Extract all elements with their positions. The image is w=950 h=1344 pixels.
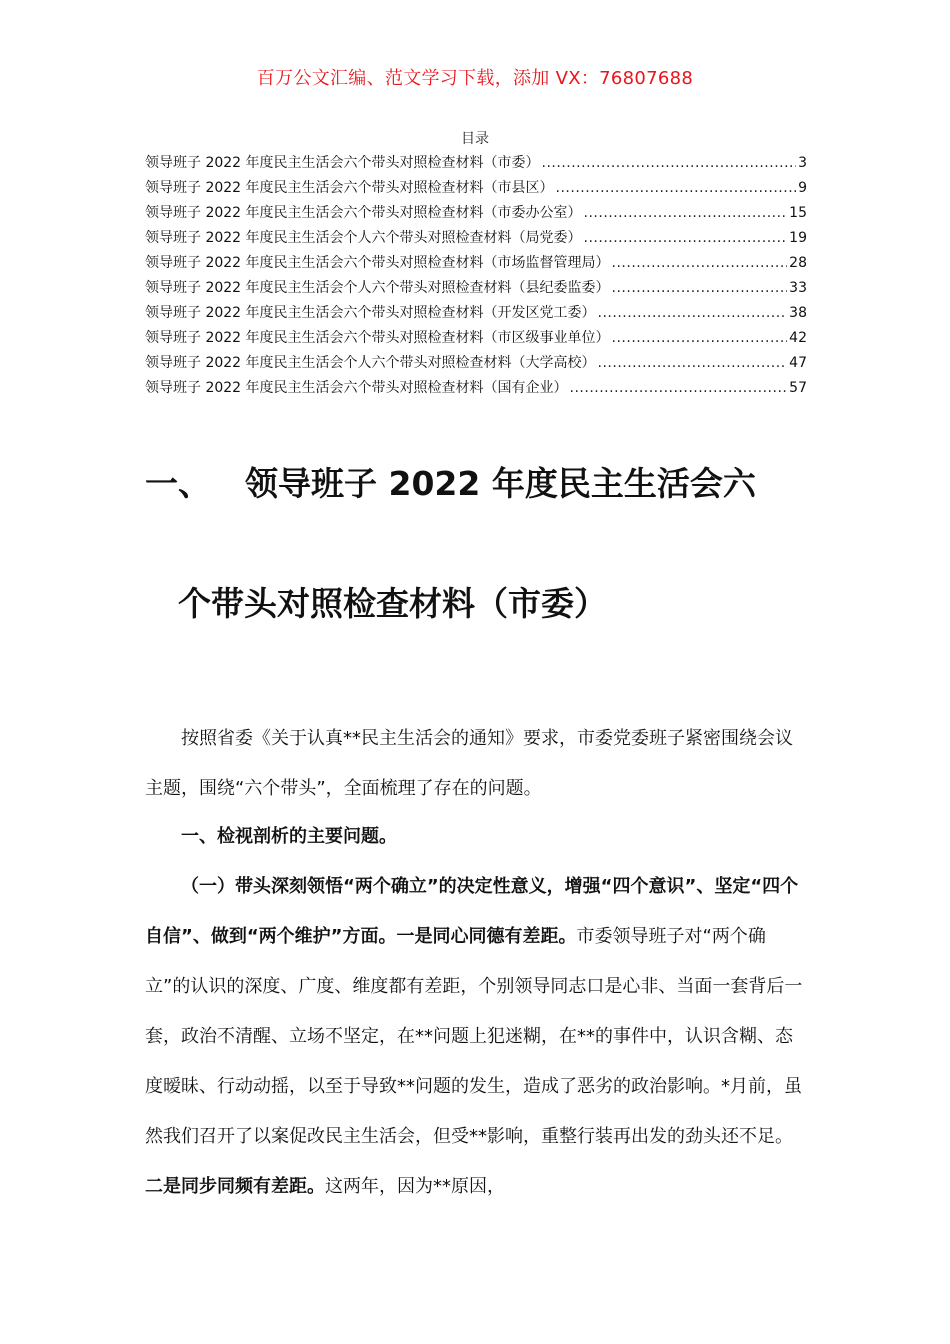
toc-dot-leader — [598, 351, 788, 376]
table-of-contents — [145, 151, 807, 401]
toc-entry-page: 38 — [789, 305, 807, 321]
point2-lead: 二是同步同频有差距。 — [145, 1176, 325, 1197]
toc-dot-leader — [612, 251, 788, 276]
toc-entry-page: 9 — [798, 180, 807, 196]
toc-entry[interactable] — [145, 226, 807, 251]
toc-entry[interactable] — [145, 201, 807, 226]
toc-dot-leader — [570, 376, 788, 401]
toc-entry-title: 领导班子 2022 年度民主生活会六个带头对照检查材料（市委办公室） — [145, 205, 582, 221]
toc-entry[interactable] — [145, 251, 807, 276]
toc-dot-leader — [556, 176, 797, 201]
toc-dot-leader — [584, 201, 788, 226]
point2-text: 这两年，因为**原因， — [325, 1176, 505, 1197]
toc-entry-page: 3 — [798, 155, 807, 171]
toc-entry-page: 33 — [789, 280, 807, 296]
header-banner: 百万公文汇编、范文学习下载，添加 VX：76807688 — [256, 68, 694, 89]
toc-entry[interactable] — [145, 326, 807, 351]
toc-entry-title: 领导班子 2022 年度民主生活会六个带头对照检查材料（市区级事业单位） — [145, 330, 610, 346]
toc-entry[interactable] — [145, 276, 807, 301]
toc-dot-leader — [598, 301, 788, 326]
intro-paragraph: 按照省委《关于认真**民主生活会的通知》要求，市委党委班子紧密围绕会议主题，围绕“六个带头”，全面梳理了存在的问题。 — [145, 728, 793, 799]
toc-entry-title: 领导班子 2022 年度民主生活会六个带头对照检查材料（市场监督管理局） — [145, 255, 610, 271]
heading-number: 一、 — [145, 464, 211, 503]
toc-entry[interactable] — [145, 176, 807, 201]
toc-entry-title: 领导班子 2022 年度民主生活会六个带头对照检查材料（国有企业） — [145, 380, 568, 396]
toc-entry-page: 15 — [789, 205, 807, 221]
toc-dot-leader — [612, 326, 788, 351]
body-paragraph — [145, 862, 807, 1212]
toc-dot-leader — [584, 226, 788, 251]
toc-entry-title: 领导班子 2022 年度民主生活会个人六个带头对照检查材料（局党委） — [145, 230, 582, 246]
toc-entry[interactable] — [145, 376, 807, 401]
heading-title-line1: 领导班子 2022 年度民主生活会六 — [245, 464, 756, 503]
sub-heading: （一）带头深刻领悟“两个确立”的决定性意义，增强“四个意识”、坚定“四个自信”、做到“两个维护”方面。 — [145, 876, 799, 947]
toc-entry[interactable] — [145, 301, 807, 326]
toc-entry-page: 28 — [789, 255, 807, 271]
heading-title-line2: 个带头对照检查材料（市委） — [178, 584, 607, 623]
toc-dot-leader — [612, 276, 788, 301]
toc-entry[interactable] — [145, 351, 807, 376]
toc-entry-page: 47 — [789, 355, 807, 371]
toc-entry-title: 领导班子 2022 年度民主生活会六个带头对照检查材料（市委） — [145, 155, 540, 171]
toc-entry-page: 42 — [789, 330, 807, 346]
toc-entry-page: 57 — [789, 380, 807, 396]
toc-entry[interactable] — [145, 151, 807, 176]
point1-lead: 一是同心同德有差距。 — [396, 926, 577, 947]
toc-entry-title: 领导班子 2022 年度民主生活会个人六个带头对照检查材料（县纪委监委） — [145, 280, 610, 296]
toc-title: 目录 — [461, 131, 489, 147]
toc-entry-title: 领导班子 2022 年度民主生活会六个带头对照检查材料（市县区） — [145, 180, 554, 196]
point1-text: 市委领导班子对“两个确立”的认识的深度、广度、维度都有差距，个别领导同志口是心非、当面一套背后一套，政治不清醒、立场不坚定，在**问题上犯迷糊，在**的事件中，认识含糊、态度暧昧、行动动摇，以至于导致**问题的发生，造成了恶劣的政治影响。*月前，虽然我们召开了以案促改民主生活会，但受**影响，重整行装再出发的劲头还不足。 — [145, 926, 803, 1147]
toc-entry-title: 领导班子 2022 年度民主生活会个人六个带头对照检查材料（大学高校） — [145, 355, 596, 371]
toc-entry-title: 领导班子 2022 年度民主生活会六个带头对照检查材料（开发区党工委） — [145, 305, 596, 321]
toc-entry-page: 19 — [789, 230, 807, 246]
toc-dot-leader — [542, 151, 797, 176]
section-title: 一、检视剖析的主要问题。 — [181, 826, 397, 847]
